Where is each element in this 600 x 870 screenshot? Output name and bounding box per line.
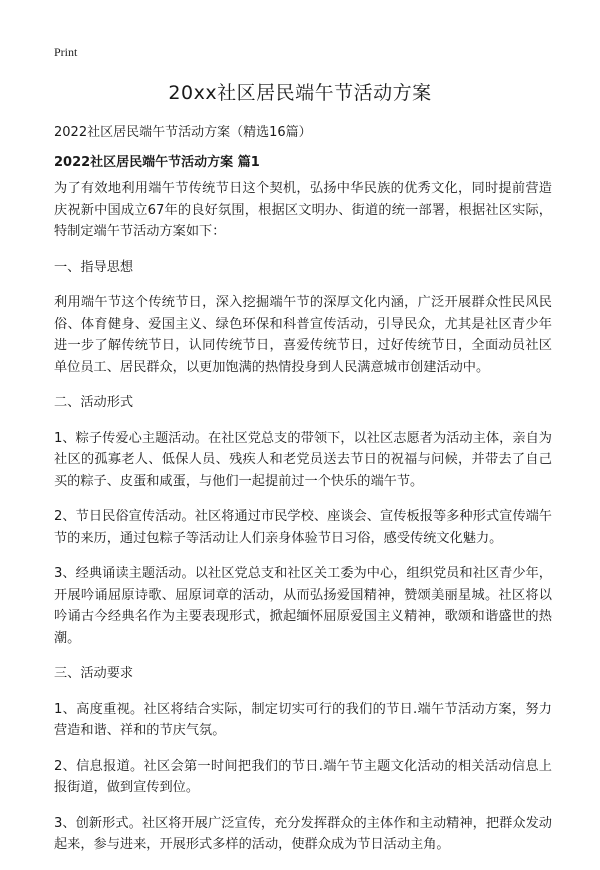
activity-form-item: 3、经典诵读主题活动。以社区党总支和社区关工委为中心，组织党员和社区青少年，开展吟诵屈原诗歌、屈原词章的活动，从而弘扬爱国精神，赞颂美丽星城。社区将以吟诵古今经典名作为主要表现形式，掀起缅怀屈原爱国主义精神，歌颂和谐盛世的热潮。 bbox=[54, 566, 552, 646]
page-title: 20xx社区居民端午节活动方案 bbox=[168, 82, 432, 104]
requirement-item: 2、信息报道。社区会第一时间把我们的节日.端午节主题文化活动的相关活动信息上报街道，做到宣传到位。 bbox=[54, 758, 552, 795]
intro-paragraph: 为了有效地利用端午节传统节日这个契机，弘扬中华民族的优秀文化，同时提前营造庆祝新中国成立67年的良好氛围，根据区文明办、街道的统一部署，根据社区实际，特制定端午节活动方案如下： bbox=[54, 181, 552, 239]
activity-form-item: 2、节日民俗宣传活动。社区将通过市民学校、座谈会、宣传板报等多种形式宣传端午节的来历，通过包粽子等活动让人们亲身体验节日习俗，感受传统文化魅力。 bbox=[54, 509, 552, 546]
heading-activity-requirements: 三、活动要求 bbox=[54, 666, 134, 681]
heading-guiding-ideology: 一、指导思想 bbox=[54, 259, 134, 275]
document-body bbox=[54, 178, 552, 870]
guiding-ideology-paragraph: 利用端午节这个传统节日，深入挖掘端午节的深厚文化内涵，广泛开展群众性民风民俗、体育健身、爱国主义、绿色环保和科普宣传活动，引导民众，尤其是社区青少年进一步了解传统节日，认同传统节日，喜爱传统节日，过好传统节日，全面动员社区单位员工、居民群众，以更加饱满的热情投身到人民满意城市创建活动中。 bbox=[54, 295, 552, 375]
requirement-item: 3、创新形式。社区将开展广泛宣传，充分发挥群众的主体作和主动精神，把群众发动起来，参与进来，开展形式多样的活动，使群众成为节日活动主角。 bbox=[54, 815, 552, 852]
activity-form-item: 1、粽子传爱心主题活动。在社区党总支的带领下，以社区志愿者为活动主体，亲自为社区的孤寡老人、低保人员、残疾人和老党员送去节日的祝福与问候，并带去了自己买的粽子、皮蛋和咸蛋，与他们一起提前过一个快乐的端午节。 bbox=[54, 430, 552, 489]
requirement-item: 1、高度重视。社区将结合实际，制定切实可行的我们的节日.端午节活动方案，努力营造和谐、祥和的节庆气氛。 bbox=[54, 701, 552, 738]
document-subtitle: 2022社区居民端午节活动方案（精选16篇） bbox=[54, 125, 312, 140]
heading-activity-forms: 二、活动形式 bbox=[54, 395, 134, 410]
section-title: 2022社区居民端午节活动方案 篇1 bbox=[54, 155, 260, 170]
print-link[interactable]: Print bbox=[54, 45, 78, 59]
